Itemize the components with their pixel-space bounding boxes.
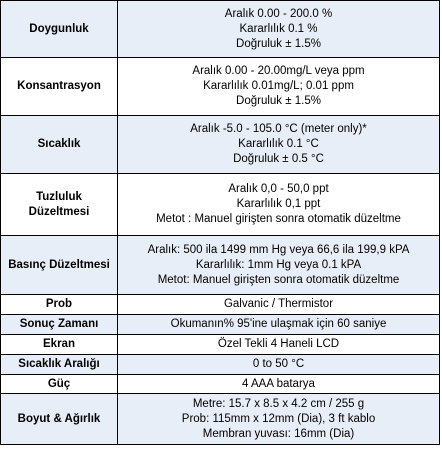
spec-value-line: 4 AAA batarya (242, 377, 315, 390)
spec-label (1, 394, 118, 445)
spec-table-body (1, 1, 440, 445)
spec-value (118, 375, 440, 394)
spec-value-line: Aralık 0,0 - 50,0 ppt (228, 183, 329, 195)
spec-label-text: Konsantrasyon (17, 80, 101, 92)
spec-value (118, 236, 440, 295)
spec-value-line: Kararlılık: 1mm Hg veya 0.1 kPA (195, 258, 362, 271)
spec-label-text: Prob (45, 298, 73, 310)
spec-label-text: Ekran (43, 338, 75, 350)
spec-label-text: Sonuç Zamanı (19, 318, 99, 330)
spec-label-text: Sıcaklık (37, 138, 81, 150)
spec-label-text: Düzeltmesi (28, 205, 90, 218)
spec-row-concentration (1, 58, 440, 116)
spec-label-text: Sıcaklık Aralığı (18, 358, 100, 370)
spec-value-line: Doğruluk ± 0.5 °C (233, 153, 324, 165)
spec-value (118, 394, 440, 445)
spec-value-line: Kararlılık 0.01mg/L; 0.01 ppm (203, 80, 354, 92)
spec-value-line: Özel Tekli 4 Haneli LCD (217, 338, 340, 350)
spec-label (1, 335, 118, 355)
spec-value (118, 335, 440, 355)
spec-value-line: Membran yuvası: 16mm (Dia) (202, 427, 355, 440)
spec-label (1, 315, 118, 335)
spec-label (1, 355, 118, 375)
spec-value (118, 1, 440, 58)
spec-value-line: Aralık 0.00 - 20.00mg/L veya ppm (192, 65, 365, 77)
spec-label-text: Boyut & Ağırlık (17, 412, 101, 425)
spec-row-probe (1, 295, 440, 315)
spec-value-line: Metre: 15.7 x 8.5 x 4.2 cm / 255 g (192, 397, 365, 410)
spec-label-text: Basınç Düzeltmesi (8, 258, 110, 271)
spec-label-text: Güç (47, 377, 71, 390)
spec-value-line: Kararlılık 0.1 °C (238, 138, 319, 150)
spec-row-saturation (1, 1, 440, 58)
spec-label (1, 375, 118, 394)
spec-value-line: Okumanın% 95'ine ulaşmak için 60 saniye (170, 318, 387, 330)
spec-value-line: Metot : Manuel girişten sonra otomatik düzeltme (156, 213, 401, 225)
spec-label (1, 174, 118, 236)
spec-label (1, 295, 118, 315)
spec-value-line: Kararlılık 0.1 % (239, 22, 318, 35)
spec-label (1, 1, 118, 58)
spec-value-line: Doğruluk ± 1.5% (236, 37, 321, 50)
spec-value (118, 295, 440, 315)
spec-label (1, 236, 118, 295)
spec-row-response-time (1, 315, 440, 335)
spec-row-pressure-correction (1, 236, 440, 295)
spec-value-line: 0 to 50 °C (252, 358, 305, 370)
spec-row-salinity-correction (1, 174, 440, 236)
spec-value-line: Prob: 115mm x 12mm (Dia), 3 ft kablo (181, 412, 376, 425)
spec-value-line: Metot: Manuel girişten sonra otomatik düzeltme (157, 273, 400, 286)
spec-value-line: Kararlılık 0,1 ppt (236, 198, 321, 210)
spec-row-temperature (1, 116, 440, 174)
spec-value-line: Aralık 0.00 - 200.0 % (224, 7, 333, 20)
spec-value-line: Galvanic / Thermistor (223, 298, 334, 310)
spec-row-temperature-range (1, 355, 440, 375)
spec-value-line: Aralık -5.0 - 105.0 °C (meter only)* (190, 123, 367, 135)
spec-value (118, 116, 440, 174)
spec-value-line: Aralık: 500 ila 1499 mm Hg veya 66,6 ila 199,9 kPA (147, 243, 410, 256)
spec-value-line: Doğruluk ± 1.5% (236, 95, 321, 107)
spec-value (118, 355, 440, 375)
spec-row-power (1, 375, 440, 394)
spec-label (1, 116, 118, 174)
spec-value (118, 315, 440, 335)
spec-row-size-weight (1, 394, 440, 445)
spec-label (1, 58, 118, 116)
spec-label-text: Tuzluluk (36, 190, 82, 203)
spec-value (118, 58, 440, 116)
spec-value (118, 174, 440, 236)
spec-label-text: Doygunluk (29, 22, 89, 35)
spec-row-display (1, 335, 440, 355)
